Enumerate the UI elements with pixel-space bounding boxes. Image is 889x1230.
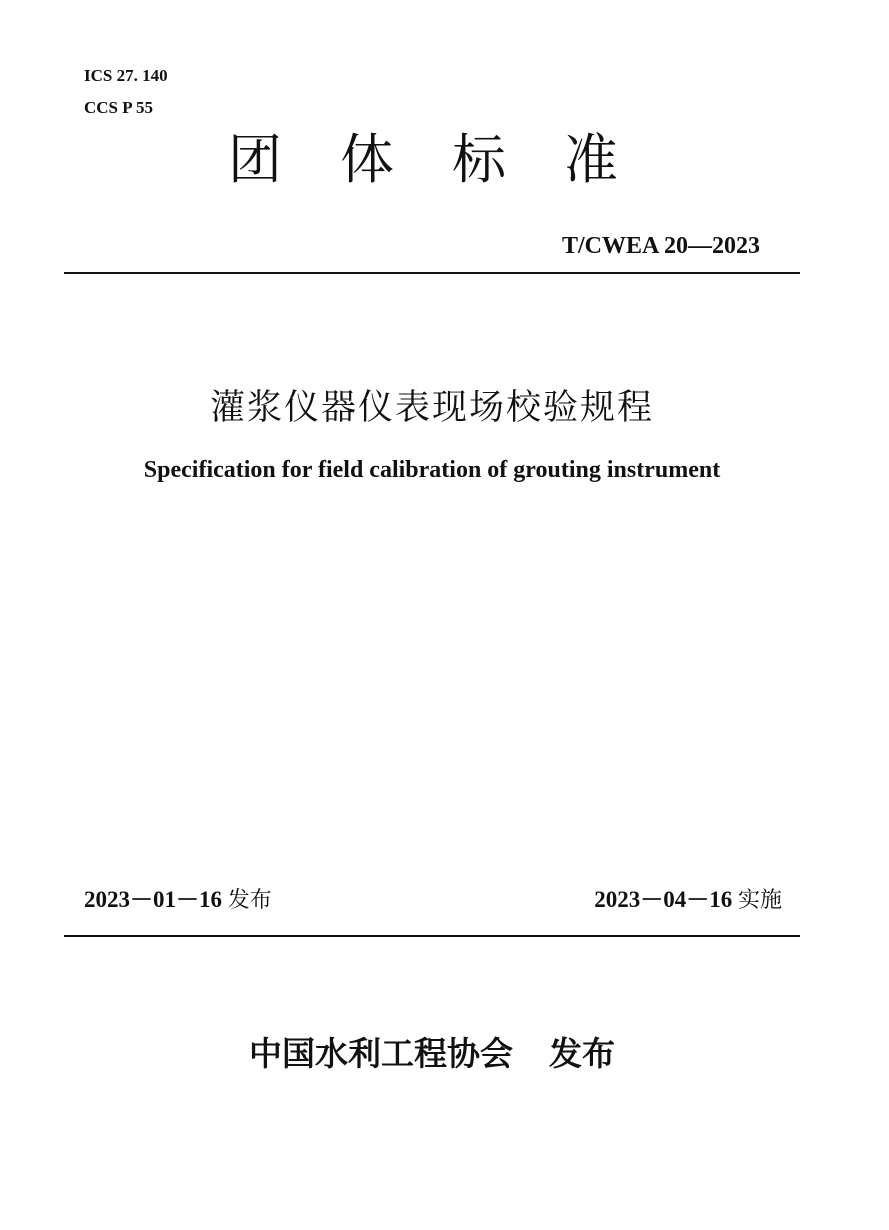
standard-number: T/CWEA 20—2023 [561,233,760,259]
header-divider [64,272,800,274]
implementation-date-block [594,884,782,917]
issue-date: 2023－01－16 [84,887,222,912]
publisher-name: 中国水利工程协会 [249,1034,513,1073]
publisher-label: 发布 [549,1034,615,1073]
ccs-code: CCS P 55 [84,98,153,117]
implementation-label: 实施 [737,888,782,913]
publisher-line [0,1032,864,1076]
ics-code: ICS 27. 140 [84,66,168,85]
document-title-english: Specification for field calibration of grouting instrument [143,457,721,483]
date-divider [64,935,800,937]
issue-date-block [84,884,272,917]
issue-label: 发布 [227,888,272,913]
standard-type-heading: 团体标准 [228,128,676,191]
implementation-date: 2023－04－16 [594,887,733,912]
document-title-chinese: 灌浆仪器仪表现场校验规程 [209,388,654,428]
